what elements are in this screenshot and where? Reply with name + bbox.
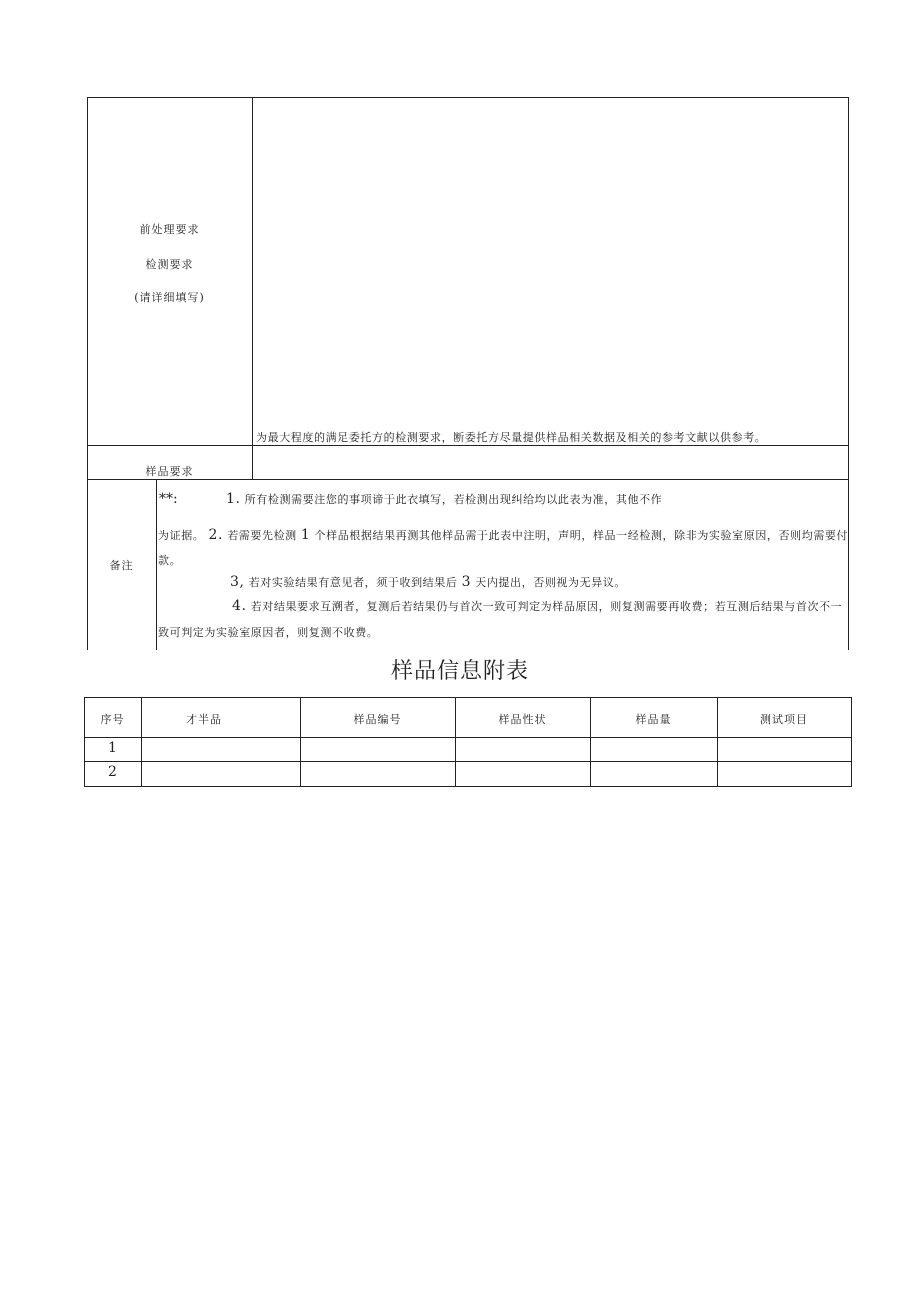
table-row-1-sample-cell[interactable] (142, 738, 300, 761)
note-2-count: 1 (300, 527, 311, 543)
note-1-continuation: 为证据。 (158, 529, 205, 542)
table-row-2-sample-cell[interactable] (142, 762, 300, 786)
note-3 (230, 574, 626, 590)
detection-footnote: 为最大程度的满足委托方的检测要求，断委托方尽量提供样品相关数据及相关的参考文献以供参考。 (256, 431, 767, 444)
table-row-2-test-cell[interactable] (718, 762, 851, 786)
table-row-2-index: 2 (108, 764, 117, 780)
sample-requirement-input[interactable] (253, 446, 848, 479)
note-2 (158, 527, 848, 543)
header-sample-property: 样品性状 (498, 713, 547, 726)
note-1 (226, 491, 662, 507)
table-row-1-property-cell[interactable] (456, 738, 590, 761)
note-3-text-a: 若对实验结果有意见者，须于收到结果后 (248, 576, 458, 589)
remarks-label: 备注 (109, 559, 134, 572)
table-row-1-test-cell[interactable] (718, 738, 851, 761)
note-3-days: 3 (461, 574, 472, 590)
pretreatment-label: 前处理要求 (139, 223, 200, 236)
table-row-1-amount-cell[interactable] (591, 738, 717, 761)
detection-label: 检测要求 (145, 258, 194, 271)
header-index: 序号 (100, 713, 125, 726)
note-1-text: 所有检测需要注您的事项谛于此衣填写，若检测出现纠给均以此表为准，其他不作 (244, 493, 663, 506)
appendix-title: 样品信息附表 (390, 659, 529, 684)
note-2-text-b: 个样品根据结果再测其他样品需于此表中注明，声明，样品一经检测，除非为实验室原因，否则均需要付 (314, 529, 849, 542)
note-2-number: 2. (208, 527, 224, 543)
note-4 (232, 598, 842, 614)
note-4-end: 致可判定为实验室原因者，则复测不收费。 (158, 626, 379, 639)
requirements-input-area[interactable] (253, 98, 848, 428)
note-2-end: 款。 (158, 554, 182, 567)
header-sample: 才半品 (186, 713, 222, 726)
note-4-text-a: 若对结果要求互溯者，复测后若结果仍与首次一致可判定为样品原因，则复测需要再收费；若互测后结果与首次不一 (250, 600, 843, 613)
note-1-number: 1. (226, 491, 241, 507)
header-sample-code: 样品编号 (353, 713, 402, 726)
note-2-text-a: 若需要先检测 (227, 529, 297, 542)
detail-hint: (请详细填写) (134, 291, 205, 304)
notes-prefix: **: (159, 491, 178, 507)
table-row-1-index: 1 (108, 740, 117, 756)
note-3-text-b: 天内提出，否则视为无异议。 (475, 576, 627, 589)
table-row-2-code-cell[interactable] (301, 762, 455, 786)
table-row-1-code-cell[interactable] (301, 738, 455, 761)
header-test-items: 测试项目 (760, 713, 808, 726)
table-row-2-amount-cell[interactable] (591, 762, 717, 786)
note-3-number: 3, (230, 574, 245, 590)
table-row-2-property-cell[interactable] (456, 762, 590, 786)
sample-requirement-label: 样品要求 (145, 465, 194, 478)
note-4-number: 4. (232, 598, 247, 614)
header-sample-amount: 样品量 (635, 713, 672, 726)
